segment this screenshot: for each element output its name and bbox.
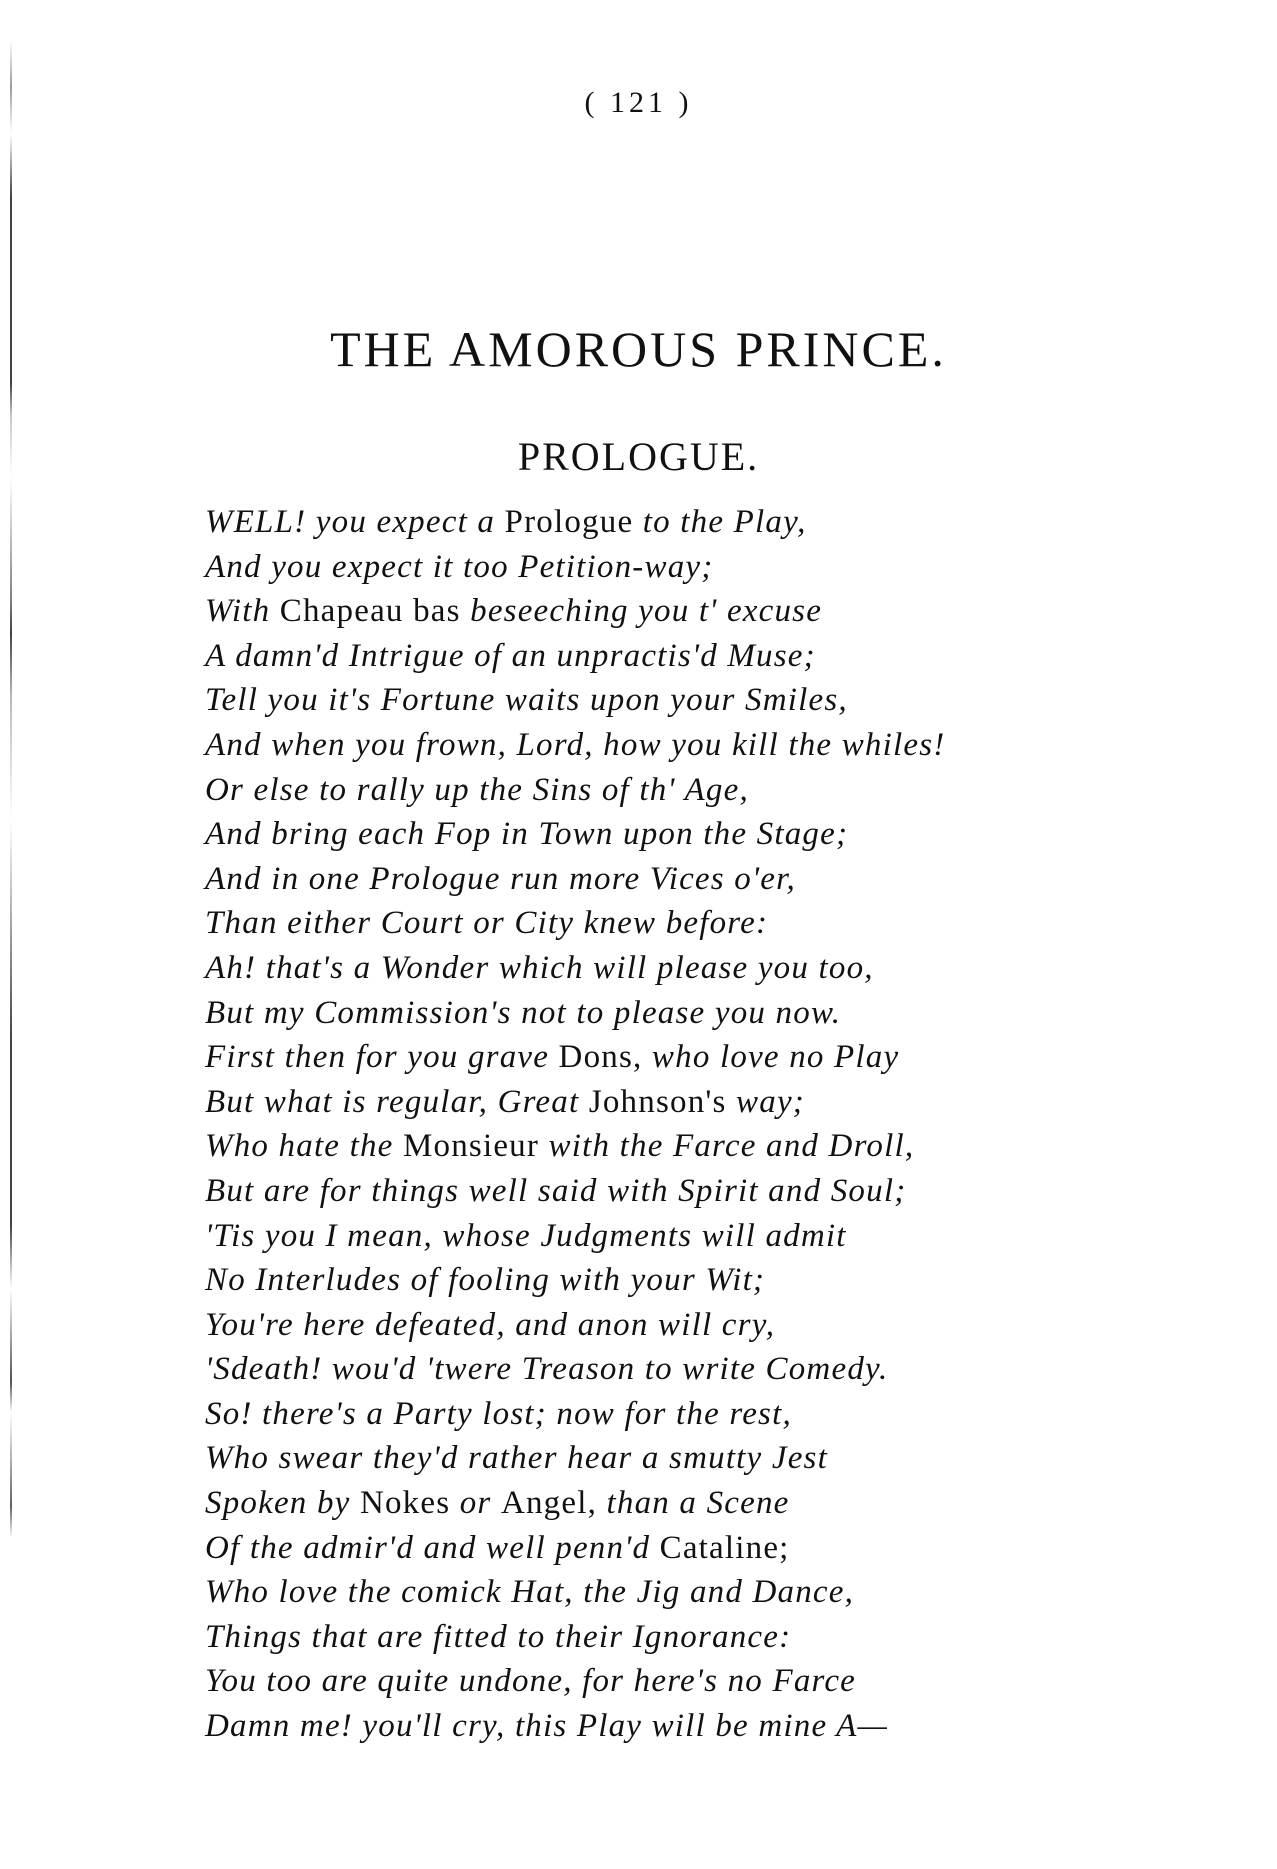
verse-line (205, 1169, 1255, 1214)
verse-line (205, 1303, 1255, 1348)
verse-segment: Than either Court or City knew before: (205, 905, 769, 942)
verse-segment: beseeching you t' excuse (460, 593, 823, 630)
verse-segment: Ah! that's a Wonder which will please you too, (205, 949, 874, 986)
verse-segment: Dons, (558, 1039, 643, 1076)
verse-segment: Things that are fitted to their Ignorance: (205, 1618, 792, 1655)
verse-line (205, 634, 1255, 679)
verse-line (205, 768, 1255, 813)
verse-segment: Of the admir'd and well penn'd (205, 1529, 660, 1566)
verse-segment: Or else to rally up the Sins of th' Age, (205, 771, 749, 808)
verse-line (205, 1436, 1255, 1481)
verse-segment: or (450, 1485, 501, 1522)
verse-line (205, 1481, 1255, 1526)
verse-segment: Who hate the (205, 1128, 403, 1165)
verse-segment: Monsieur (402, 1128, 540, 1165)
verse-line (205, 1392, 1255, 1437)
verse-line (205, 1080, 1255, 1125)
verse-line (205, 545, 1255, 590)
verse-segment: with the Farce and Droll, (539, 1128, 915, 1165)
verse-line (205, 1035, 1255, 1080)
verse-segment: But are for things well said with Spirit and Soul; (205, 1172, 907, 1209)
verse-segment: Damn me! you'll cry, this Play will be mine A— (205, 1708, 889, 1745)
verse-line (205, 946, 1255, 991)
verse-segment: who love no Play (642, 1039, 900, 1076)
verse-segment: than a Scene (597, 1485, 790, 1522)
verse-segment: But what is regular, Great (205, 1083, 589, 1120)
verse-segment: So! there's a Party lost; now for the rest, (205, 1395, 792, 1432)
verse-line (205, 1347, 1255, 1392)
verse-segment: Nokes (359, 1485, 451, 1522)
verse-line (205, 901, 1255, 946)
verse-line (205, 500, 1255, 545)
verse-line (205, 857, 1255, 902)
verse-line (205, 1526, 1255, 1571)
verse-line (205, 1124, 1255, 1169)
verse-segment: And you expect it too Petition-way; (205, 548, 714, 585)
verse-segment: Who swear they'd rather hear a smutty Jest (205, 1440, 828, 1477)
verse-line (205, 589, 1255, 634)
scan-edge-artifact (10, 40, 12, 1600)
verse-line (205, 1570, 1255, 1615)
verse-segment: No Interludes of fooling with your Wit; (205, 1262, 766, 1299)
verse-line (205, 1659, 1255, 1704)
verse-segment: way; (726, 1083, 805, 1120)
verse-segment: 'Sdeath! wou'd 'twere Treason to write Comedy. (205, 1351, 889, 1388)
verse-line (205, 991, 1255, 1036)
verse-line (205, 723, 1255, 768)
play-title: THE AMOROUS PRINCE. (330, 321, 947, 377)
verse-segment: Prologue (504, 504, 634, 540)
verse-segment: And bring each Fop in Town upon the Stage; (205, 816, 849, 853)
verse-segment: Spoken by (205, 1485, 360, 1522)
verse-segment: Angel, (500, 1485, 598, 1522)
verse-segment: 'Tis you I mean, whose Judgments will admit (205, 1217, 847, 1254)
verse-line (205, 1704, 1255, 1749)
verse-segment: And when you frown, Lord, how you kill the whiles! (205, 726, 946, 763)
verse-segment: But my Commission's not to please you now. (205, 994, 842, 1031)
verse-segment: You too are quite undone, for here's no Farce (205, 1663, 857, 1700)
verse-segment: Chapeau bas (279, 593, 461, 630)
section-heading: PROLOGUE. (517, 434, 760, 479)
verse-segment: A damn'd Intrigue of an unpractis'd Muse; (205, 637, 816, 674)
verse-segment: WELL! you expect a (205, 504, 505, 540)
verse-segment: Cataline; (659, 1529, 790, 1566)
verse-segment: Johnson's (588, 1083, 727, 1120)
verse-segment: to the Play, (633, 504, 807, 540)
verse-segment: And in one Prologue run more Vices o'er, (205, 860, 796, 897)
page-number: ( 121 ) (584, 86, 693, 119)
prologue-verse (205, 500, 1255, 1749)
verse-segment: First then for you grave (205, 1039, 559, 1076)
verse-line (205, 1214, 1255, 1259)
verse-line (205, 1258, 1255, 1303)
verse-segment: Who love the comick Hat, the Jig and Dance, (205, 1574, 855, 1611)
verse-line (205, 812, 1255, 857)
verse-line (205, 1615, 1255, 1660)
verse-segment: Tell you it's Fortune waits upon your Smiles, (205, 682, 848, 719)
verse-line (205, 678, 1255, 723)
verse-segment: You're here defeated, and anon will cry, (205, 1306, 776, 1343)
verse-segment: With (205, 593, 280, 630)
